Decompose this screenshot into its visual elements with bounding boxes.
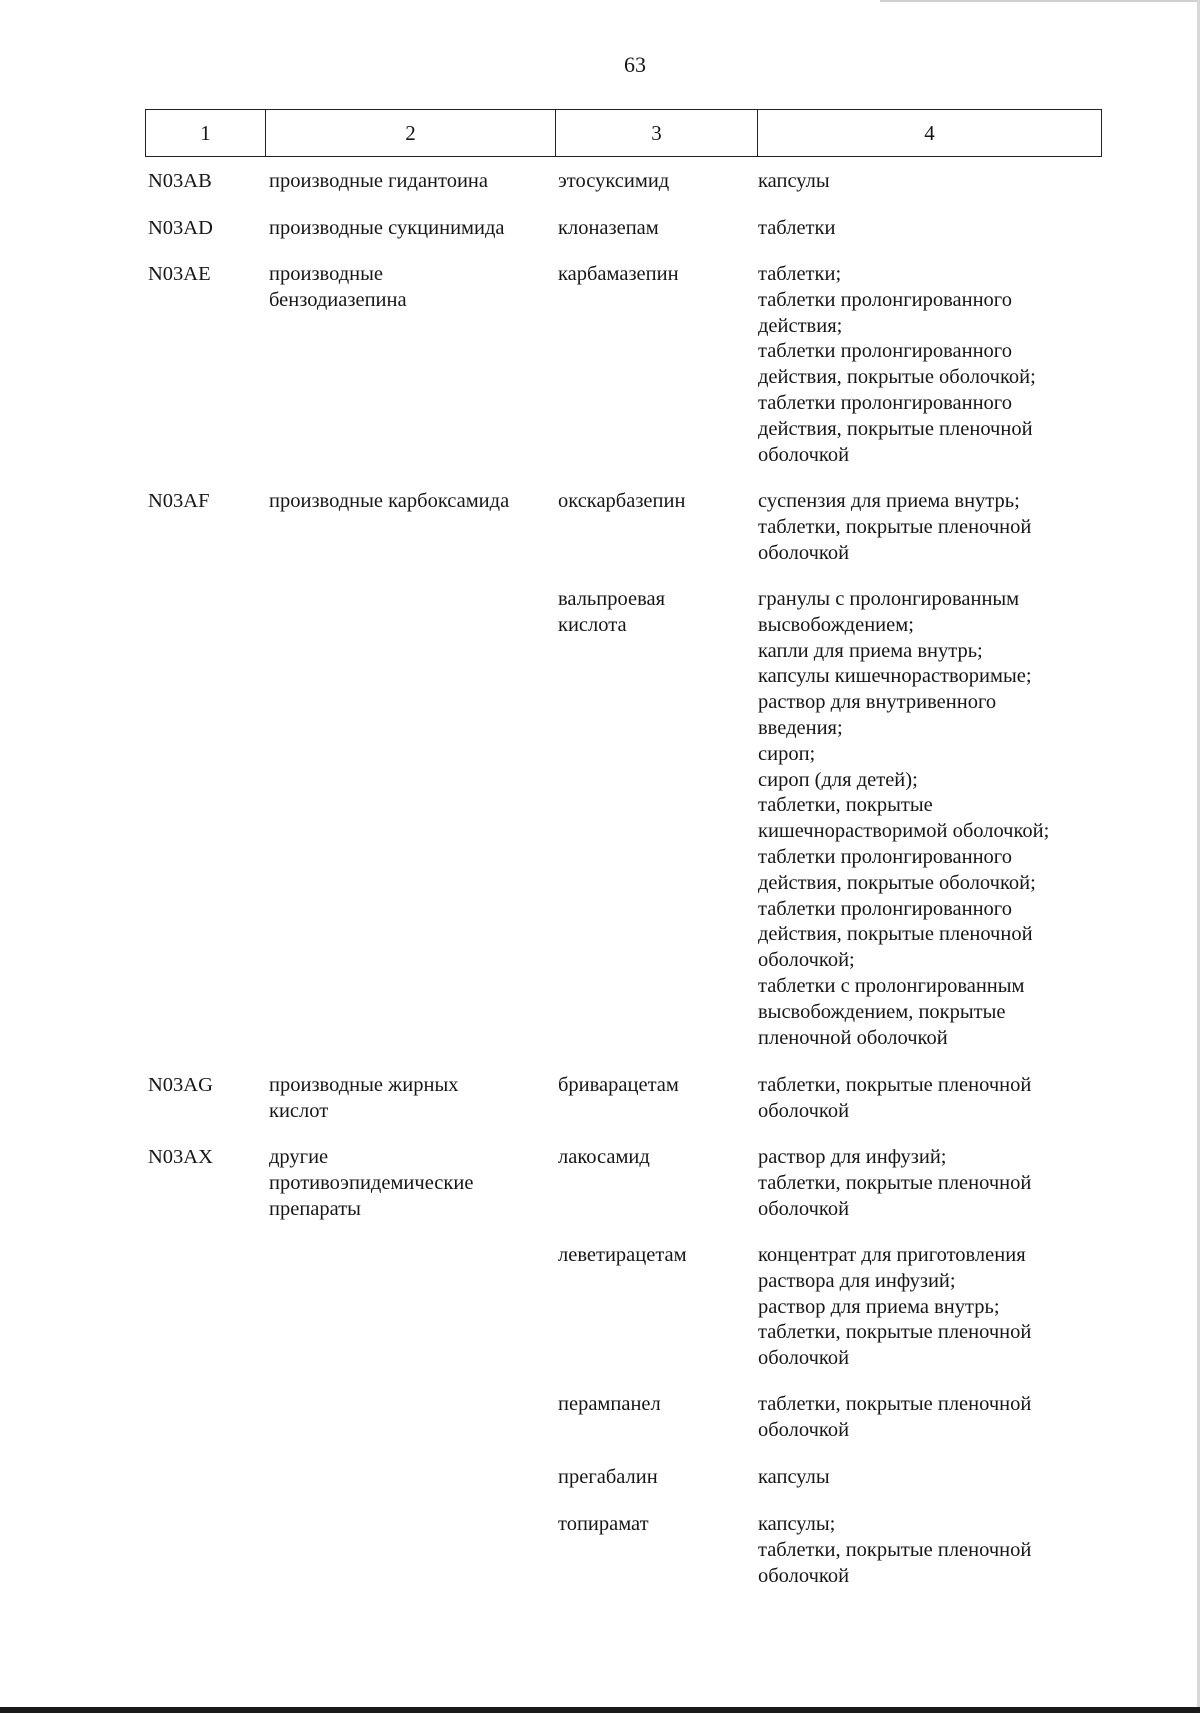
drug-name: лакосамид bbox=[558, 1146, 650, 1168]
dosage-forms: гранулы с пролонгированным высвобождением; капли для приема внутрь; капсулы кишечнорастворимые; раствор для внутривенного введения; сироп; сироп (для детей); таблетки, покрытые кишечнорастворимой оболочкой; таблетки пролонгированного действия, покрытые оболочкой; таблетки пролонгированного действия, покрытые пленочной оболочкой; таблетки с пролонгированным высвобождением, покрытые пленочной оболочкой bbox=[758, 588, 1050, 1049]
drug-name: перампанел bbox=[558, 1393, 661, 1415]
dosage-forms: суспензия для приема внутрь; таблетки, покрытые пленочной оболочкой bbox=[758, 490, 1032, 564]
scan-edge-top bbox=[880, 0, 1200, 2]
dosage-forms: капсулы; таблетки, покрытые пленочной оболочкой bbox=[758, 1513, 1032, 1587]
header-col-3: 3 bbox=[556, 110, 758, 156]
dosage-forms: таблетки bbox=[758, 217, 836, 239]
header-col-4: 4 bbox=[924, 120, 935, 145]
atc-code: N03AG bbox=[148, 1074, 213, 1096]
dosage-forms: концентрат для приготовления раствора для инфузий; раствор для приема внутрь; таблетки, покрытые пленочной оболочкой bbox=[758, 1244, 1032, 1370]
pharmacological-group: другие противоэпидемические препараты bbox=[269, 1146, 474, 1220]
pharmacological-group: производные карбоксамида bbox=[269, 490, 510, 512]
drug-name: карбамазепин bbox=[558, 263, 679, 285]
page-number: 63 bbox=[624, 52, 646, 77]
drug-name: этосуксимид bbox=[558, 170, 670, 192]
atc-code: N03AF bbox=[148, 490, 210, 512]
dosage-forms: капсулы bbox=[758, 170, 830, 192]
drug-name: леветирацетам bbox=[558, 1244, 687, 1266]
dosage-forms: таблетки, покрытые пленочной оболочкой bbox=[758, 1074, 1032, 1122]
atc-code: N03AD bbox=[148, 217, 213, 239]
drug-name: топирамат bbox=[558, 1513, 649, 1535]
drug-name: вальпроевая кислота bbox=[558, 588, 666, 636]
dosage-forms: капсулы bbox=[758, 1466, 830, 1488]
drug-name: бриварацетам bbox=[558, 1074, 679, 1096]
pharmacological-group: производные бензодиазепина bbox=[269, 263, 407, 311]
atc-code: N03AE bbox=[148, 263, 211, 285]
drug-name: прегабалин bbox=[558, 1466, 658, 1488]
dosage-forms: таблетки; таблетки пролонгированного действия; таблетки пролонгированного действия, покрытые оболочкой; таблетки пролонгированного действия, покрытые пленочной оболочкой bbox=[758, 263, 1036, 466]
header-col-1: 1 bbox=[146, 110, 266, 156]
pharmacological-group: производные гидантоина bbox=[269, 170, 488, 192]
dosage-forms: раствор для инфузий; таблетки, покрытые пленочной оболочкой bbox=[758, 1146, 1032, 1220]
pharmacological-group: производные жирных кислот bbox=[269, 1074, 459, 1122]
drug-name: окскарбазепин bbox=[558, 490, 686, 512]
pharmacological-group: производные сукцинимида bbox=[269, 217, 505, 239]
atc-code: N03AB bbox=[148, 170, 212, 192]
table-header bbox=[145, 109, 1102, 157]
atc-code: N03AX bbox=[148, 1146, 213, 1168]
dosage-forms: таблетки, покрытые пленочной оболочкой bbox=[758, 1393, 1032, 1441]
drug-name: клоназепам bbox=[558, 217, 659, 239]
header-col-2: 2 bbox=[266, 110, 556, 156]
scan-edge-bottom bbox=[0, 1707, 1200, 1713]
